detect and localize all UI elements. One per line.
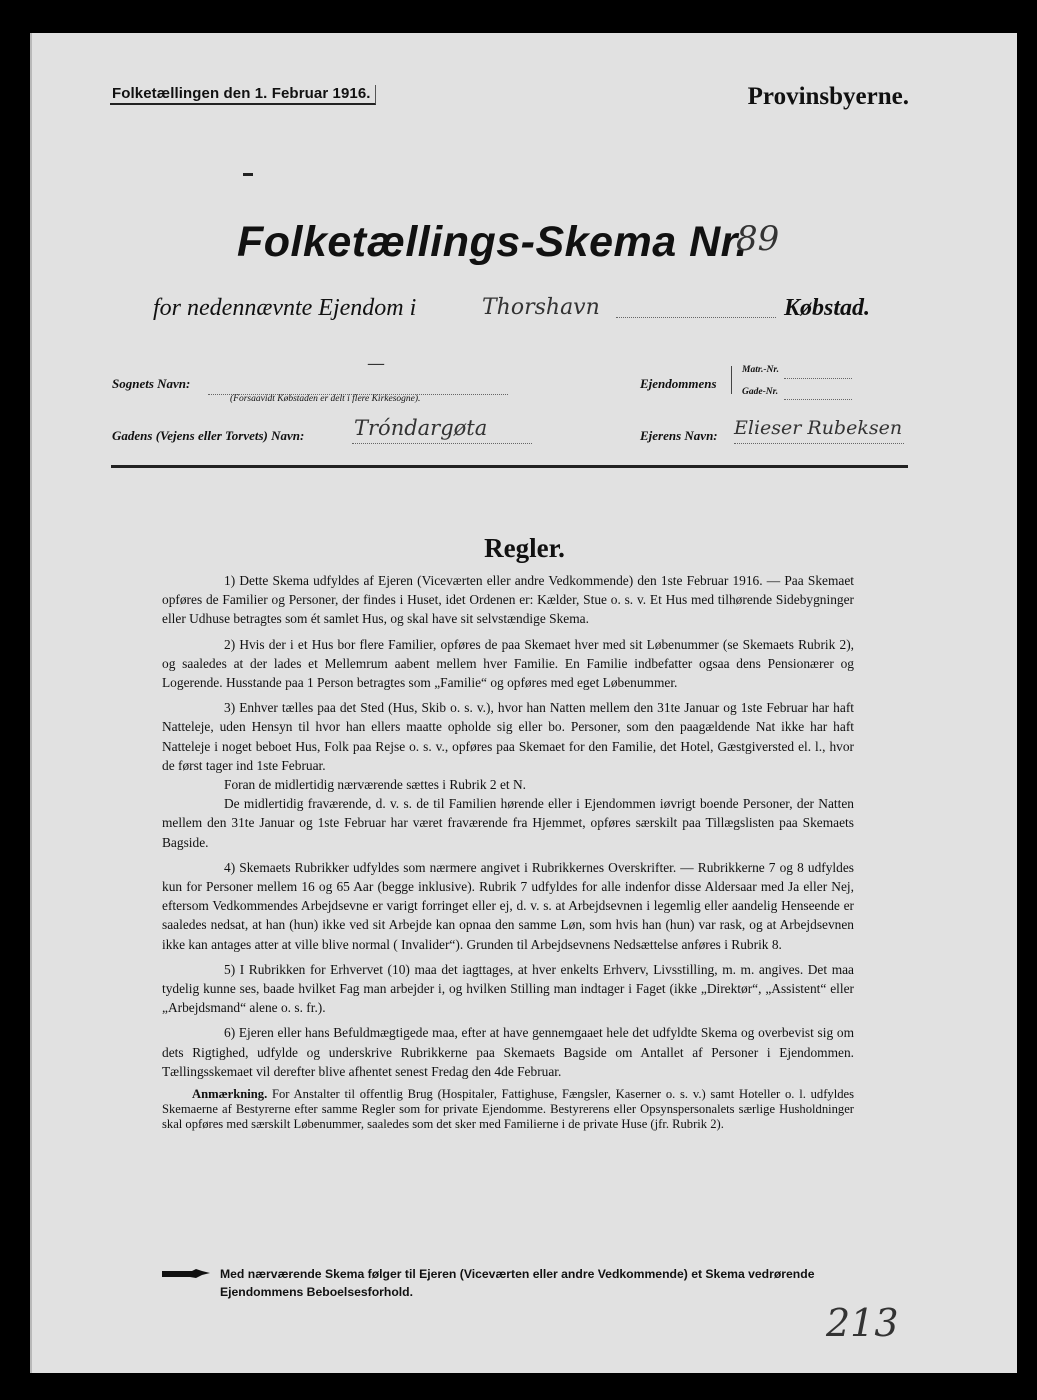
rule-2: 2) Hvis der i et Hus bor flere Familier, opføres de paa Skemaet hver med sit Løbenummer (se Skemaets Rubrik 2), og saaledes at der lades et Mellemrum aabent mellem hver Familie. En Familie indbefatter ogsaa dens Pensionærer og Logerende. Husstande paa 1 Person betragtes som „Familie“ og opføres med eget Løbenummer. bbox=[162, 636, 854, 691]
rule-1: 1) Dette Skema udfyldes af Ejeren (Viceværten eller andre Vedkommende) den 1ste Februar 1916. — Paa Skemaet opføres de Familier og Personer, der findes i Huset, idet Ordenen er: Kælder, Stue o. s. v. Et Hus med tilhørende Sidebygninger eller Udhuse betragtes som ét samlet Hus, og skal have sit selvstændige Skema. bbox=[162, 573, 854, 627]
rules-heading: Regler. bbox=[484, 533, 565, 563]
form-title: Folketællings-Skema Nr. bbox=[237, 218, 748, 266]
rule-3-temporary-absent: De midlertidig fraværende, d. v. s. de til Familien hørende eller i Ejendommen iøvrigt boende Personer, der Natten mellem den 31te Januar og 1ste Februar har været fraværende fra Hjemmet, opføres særskilt paa Tillægslisten paa Skemaets Bagside. bbox=[162, 796, 854, 850]
owner-value: Elieser Rubeksen bbox=[734, 417, 903, 439]
rule-6: 6) Ejeren eller hans Befuldmægtigede maa, efter at have gennemgaaet hele det udfyldte Skema og overbevist sig om dets Rigtighed, udfylde og underskrive Rubrikkerne paa Skemaets Bagside om Antallet af Personer i Ejendommen. Tællingsskemaet vil derefter blive afhentet senest Fredag den 4de Februar. bbox=[162, 1025, 854, 1079]
pointing-hand-icon bbox=[162, 1269, 210, 1279]
street-dotted-line bbox=[352, 442, 532, 444]
note bbox=[162, 1087, 854, 1132]
street-value: Tróndargøta bbox=[354, 416, 488, 440]
city-handwritten: Thorshavn bbox=[482, 295, 600, 320]
owner-label: Ejerens Navn: bbox=[640, 428, 718, 443]
parish-value: — bbox=[367, 353, 385, 374]
subtitle-suffix: Købstad. bbox=[784, 295, 871, 321]
form-number-handwritten: 89 bbox=[736, 219, 780, 259]
rule-3: 3) Enhver tælles paa det Sted (Hus, Skib o. s. v.), hvor han Natten mellem den 31te Januar og 1ste Februar har haft Natteleje, uden Hensyn til hvor han ellers maatte opholde sig eller bo. Personer, som den paagældende Nat ikke har haft Natteleje i noget beboet Hus, Folk paa Rejse o. s. v., opføres paa Skemaet for den Familie, det Hotel, Gæstgiversted el. l., hvor de først tager ind 1ste Februar. bbox=[162, 700, 854, 773]
rules-body bbox=[162, 571, 854, 1138]
rule-5: 5) I Rubrikken for Erhvervet (10) maa det iagttages, at hver enkelts Erhverv, Livsstilling, m. m. angives. Det maa tydelig kunne ses, baade hvilket Fag man arbejder i, og hvilken Stilling man indtager i Faget (ikke „Direktør“, „Assistent“ eller „Arbejdsmand“ alene o. s. fr.). bbox=[162, 961, 854, 1016]
region-header: Provinsbyerne. bbox=[747, 83, 909, 110]
street-label: Gadens (Vejens eller Torvets) Navn: bbox=[112, 428, 305, 443]
census-date-header: Folketællingen den 1. Februar 1916. bbox=[110, 85, 376, 105]
dash-mark bbox=[243, 173, 253, 176]
matr-label: Matr.-Nr. bbox=[742, 365, 779, 375]
matr-dotted-line bbox=[784, 377, 852, 379]
gade-nr-dotted-line bbox=[784, 398, 852, 400]
parish-note: (Forsaavidt Købstaden er delt i flere Kirkesogne). bbox=[230, 394, 421, 404]
gade-nr-label: Gade-Nr. bbox=[742, 387, 779, 397]
note-text: For Anstalter til offentlig Brug (Hospitaler, Fattighuse, Fængsler, Kaserner o. s. v.) samt Hoteller o. l. udfyldes Skemaerne af Bestyrerne efter samme Regler som for private Ejendomme. Bestyrerens eller Opsynspersonalets særlige Husholdninger skal opføres med særskilt Løbenummer, saaledes som det sker med Familierne i de private Huse (jfr. Rubrik 2). bbox=[162, 1087, 854, 1132]
separator-rule bbox=[111, 465, 908, 468]
footer-note: Med nærværende Skema følger til Ejeren (Viceværten eller andre Vedkommende) et Skema vedrørende Ejendommens Beboelsesforhold. bbox=[220, 1267, 815, 1299]
census-form-sheet bbox=[30, 33, 1017, 1373]
page-number-handwritten: 213 bbox=[826, 1301, 899, 1345]
property-brace bbox=[731, 366, 734, 394]
note-label: Anmærkning. bbox=[192, 1087, 268, 1102]
property-label: Ejendommens bbox=[640, 376, 717, 391]
rule-4: 4) Skemaets Rubrikker udfyldes som nærmere angivet i Rubrikkernes Overskrifter. — Rubrikkerne 7 og 8 udfyldes kun for Personer mellem 16 og 65 Aar (begge inklusive). Rubrik 7 udfyldes for alle indenfor disse Aldersaar med Ja eller Nej, eftersom Vedkommendes Arbejdsevne er varigt forringet eller ej, d. v. s. at Arbejdsevnen i legemlig eller aandelig Henseende er saaledes nedsat, at han (hun) ikke ved sit Arbejde kan opnaa den samme Løn, som hvis han (hun) var rask, og at Arbejdsevnen ikke kan antages atter at ville blive normal ( Invalider“). Grunden til Arbejdsevnens Nedsættelse anføres i Rubrik 8. bbox=[162, 859, 854, 952]
owner-dotted-line bbox=[734, 442, 904, 444]
rule-3-temporary-present: Foran de midlertidig nærværende sættes i Rubrik 2 et N. bbox=[224, 777, 526, 793]
subtitle-prefix: for nedennævnte Ejendom i bbox=[153, 295, 417, 321]
parish-label: Sognets Navn: bbox=[112, 376, 191, 391]
city-dotted-line bbox=[616, 316, 776, 318]
